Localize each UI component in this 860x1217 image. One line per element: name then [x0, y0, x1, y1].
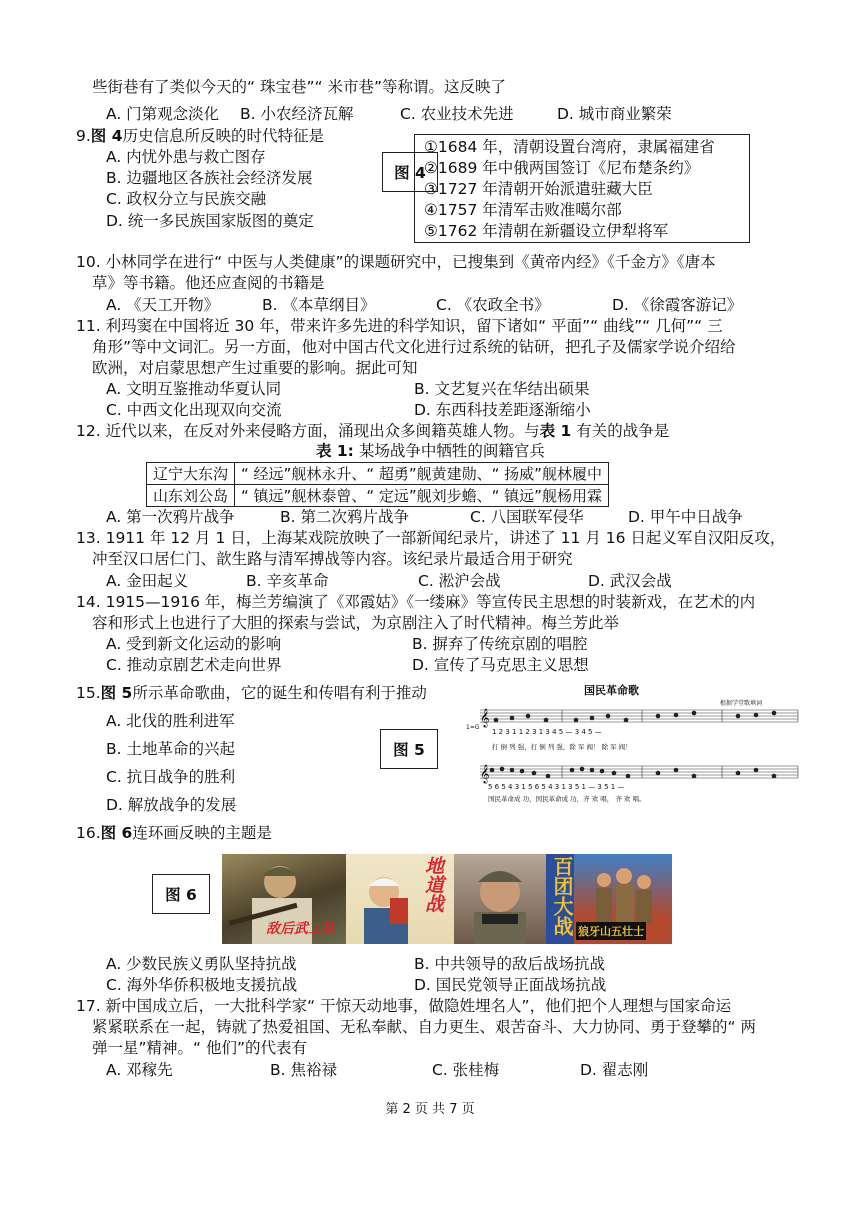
q8-stem: 些街巷有了类似今天的“ 珠宝巷”“ 米市巷”等称谓。这反映了: [92, 78, 506, 96]
q14-stem-line1: 14. 1915—1916 年，梅兰芳编演了《邓霞姑》《一缕麻》等宣传民主思想的时装新戏，在艺术的内: [76, 593, 756, 611]
figure-4-fact: ③1727 年清朝开始派遣驻藏大臣: [424, 180, 653, 198]
q13-option-d[interactable]: D. 武汉会战: [588, 572, 672, 590]
q11-option-d[interactable]: D. 东西科技差距逐渐缩小: [414, 401, 591, 419]
page-footer: 第 2 页 共 7 页: [385, 1102, 475, 1117]
comic-panel-hundred-regiments: [454, 854, 546, 944]
q16-option-a[interactable]: A. 少数民族义勇队坚持抗战: [106, 955, 297, 973]
q8-option-b[interactable]: B. 小农经济瓦解: [240, 105, 354, 123]
table-cell: “ 镇远”舰林泰曾、“ 定远”舰刘步蟾、“ 镇远”舰杨用霖: [235, 485, 609, 507]
q17-option-d[interactable]: D. 翟志刚: [580, 1061, 649, 1079]
comic-panel-tunnel-warfare: [346, 854, 454, 944]
q17-stem-line1: 17. 新中国成立后，一大批科学家“ 干惊天动地事，做隐姓埋名人”，他们把个人理想与国家命运: [76, 997, 732, 1015]
table-1: [146, 462, 609, 507]
figure-5-sheet-music: [462, 682, 802, 802]
q16-option-c[interactable]: C. 海外华侨积极地支援抗战: [106, 976, 298, 994]
q11-stem-line3: 欧洲，对启蒙思想产生过重要的影响。据此可知: [92, 359, 418, 377]
comic-panel-enemy-rear-squad: [222, 854, 346, 944]
q9-stem: 9.图 4历史信息所反映的时代特征是: [76, 127, 324, 145]
q14-option-c[interactable]: C. 推动京剧艺术走向世界: [106, 656, 282, 674]
table-row: [147, 485, 609, 507]
q12-option-b[interactable]: B. 第二次鸦片战争: [280, 508, 409, 526]
q16-option-d[interactable]: D. 国民党领导正面战场抗战: [414, 976, 607, 994]
figure-4-fact: ①1684 年，清朝设置台湾府，隶属福建省: [424, 138, 715, 156]
table-1-title: 表 1: 某场战争中牺牲的闽籍官兵: [316, 442, 545, 460]
q12-option-a[interactable]: A. 第一次鸦片战争: [106, 508, 235, 526]
comic-panel-title-strip: [546, 854, 574, 944]
q11-stem-line2: 角形”等中文词汇。另一方面，他对中国古代文化进行过系统的钻研，把孔子及儒家学说介绍给: [92, 338, 736, 356]
panel-title: 狼牙山五壮士: [576, 922, 646, 940]
q10-option-a[interactable]: A. 《天工开物》: [106, 296, 220, 314]
table-row: [147, 463, 609, 485]
q12-stem: 12. 近代以来，在反对外来侵略方面，涌现出众多闽籍英雄人物。与表 1 有关的战争是: [76, 422, 670, 440]
figure-4-fact: ⑤1762 年清朝在新疆设立伊犁将军: [424, 222, 669, 240]
q17-option-a[interactable]: A. 邓稼先: [106, 1061, 173, 1079]
lyrics-line-2: 国民革命成 功，国民革命成 功，齐 欢 唱， 齐 欢 唱。: [488, 795, 646, 803]
q15-option-c[interactable]: C. 抗日战争的胜利: [106, 768, 236, 786]
q13-option-a[interactable]: A. 金田起义: [106, 572, 189, 590]
q9-option-b[interactable]: B. 边疆地区各族社会经济发展: [106, 169, 313, 187]
figure-4-fact: ②1689 年中俄两国签订《尼布楚条约》: [424, 159, 700, 177]
notes-line-1: 1 2 3 1 1 2 3 1 3 4 5 — 3 4 5 —: [492, 728, 602, 736]
song-key: 1=G: [466, 724, 480, 731]
q15-option-b[interactable]: B. 土地革命的兴起: [106, 740, 235, 758]
q12-option-d[interactable]: D. 甲午中日战争: [628, 508, 743, 526]
q9-option-a[interactable]: A. 内忧外患与救亡图存: [106, 148, 266, 166]
panel-title: 地道战: [422, 856, 444, 913]
q17-stem-line2: 紧紧联系在一起，铸就了热爱祖国、无私奉献、自力更生、艰苦奋斗、大力协同、勇于登攀的“ 两: [92, 1018, 756, 1036]
notes-line-2: 5 6 5 4 3 1 5 6 5 4 3 1 3 5 1 — 3 5 1 —: [488, 783, 625, 791]
panel-title: 敌后武工队: [266, 921, 336, 937]
q13-stem-line2: 冲至汉口居仁门、歆生路与清军搏战等内容。该纪录片最适合用于研究: [92, 550, 573, 568]
song-credit: 根据学堂歌填词: [720, 700, 763, 707]
q13-option-b[interactable]: B. 辛亥革命: [246, 572, 329, 590]
q13-option-c[interactable]: C. 淞沪会战: [418, 572, 501, 590]
q8-option-d[interactable]: D. 城市商业繁荣: [557, 105, 672, 123]
q8-option-c[interactable]: C. 农业技术先进: [400, 105, 514, 123]
q16-stem: 16.图 6连环画反映的主题是: [76, 824, 272, 842]
q17-option-b[interactable]: B. 焦裕禄: [270, 1061, 337, 1079]
q9-option-d[interactable]: D. 统一多民族国家版图的奠定: [106, 212, 314, 230]
q10-option-d[interactable]: D. 《徐霞客游记》: [612, 296, 743, 314]
commander-illustration: [454, 854, 546, 944]
q13-stem-line1: 13. 1911 年 12 月 1 日，上海某戏院放映了一部新闻纪录片，讲述了 11 月 16 日起义军自汉阳反攻，: [76, 529, 786, 547]
q10-stem-line1: 10. 小林同学在进行“ 中医与人类健康”的课题研究中，已搜集到《黄帝内经》《千金方》《唐本: [76, 253, 716, 271]
figure-5-label: 图 5: [380, 729, 438, 769]
q11-option-b[interactable]: B. 文艺复兴在华结出硕果: [414, 380, 590, 398]
svg-text:𝄞: 𝄞: [480, 764, 490, 783]
q10-stem-line2: 草》等书籍。他还应查阅的书籍是: [92, 274, 325, 292]
figure-4-label: 图 4: [382, 152, 438, 192]
q14-stem-line2: 容和形式上也进行了大胆的探索与尝试，为京剧注入了时代精神。梅兰芳此举: [92, 614, 620, 632]
q8-option-a[interactable]: A. 门第观念淡化: [106, 105, 220, 123]
q14-option-b[interactable]: B. 摒弃了传统京剧的唱腔: [412, 635, 588, 653]
svg-text:𝄞: 𝄞: [480, 708, 490, 727]
q14-option-d[interactable]: D. 宣传了马克思主义思想: [412, 656, 589, 674]
q17-option-c[interactable]: C. 张桂梅: [432, 1061, 500, 1079]
q12-option-c[interactable]: C. 八国联军侵华: [470, 508, 584, 526]
q14-option-a[interactable]: A. 受到新文化运动的影响: [106, 635, 282, 653]
q11-option-c[interactable]: C. 中西文化出现双向交流: [106, 401, 282, 419]
figure-4-fact: ④1757 年清军击败准噶尔部: [424, 201, 622, 219]
table-cell: 山东刘公岛: [147, 485, 235, 507]
q11-stem-line1: 11. 利玛窦在中国将近 30 年，带来许多先进的科学知识，留下诸如“ 平面”“ 曲线”“ 几何”“ 三: [76, 317, 723, 335]
panel-title: 百团大战: [550, 856, 574, 936]
figure-6-label: 图 6: [152, 874, 210, 914]
q10-option-c[interactable]: C. 《农政全书》: [436, 296, 550, 314]
q10-option-b[interactable]: B. 《本草纲目》: [262, 296, 376, 314]
q16-option-b[interactable]: B. 中共领导的敌后战场抗战: [414, 955, 605, 973]
table-cell: “ 经远”舰林永升、“ 超勇”舰黄建勋、“ 扬威”舰林履中: [235, 463, 609, 485]
q17-stem-line3: 弹一星”精神。“ 他们”的代表有: [92, 1039, 308, 1057]
song-title: 国民革命歌: [584, 684, 639, 697]
comic-panel-wolf-tooth-mountain: [574, 854, 672, 944]
q15-option-a[interactable]: A. 北伐的胜利进军: [106, 712, 235, 730]
q9-option-c[interactable]: C. 政权分立与民族交融: [106, 190, 267, 208]
q15-stem: 15.图 5所示革命歌曲，它的诞生和传唱有利于推动: [76, 684, 427, 702]
table-cell: 辽宁大东沟: [147, 463, 235, 485]
q15-option-d[interactable]: D. 解放战争的发展: [106, 796, 237, 814]
lyrics-line-1: 打 倒 列 强，打 倒 列 强，除 军 阀！ 除 军 阀！: [492, 743, 632, 751]
q11-option-a[interactable]: A. 文明互鉴推动华夏认同: [106, 380, 282, 398]
